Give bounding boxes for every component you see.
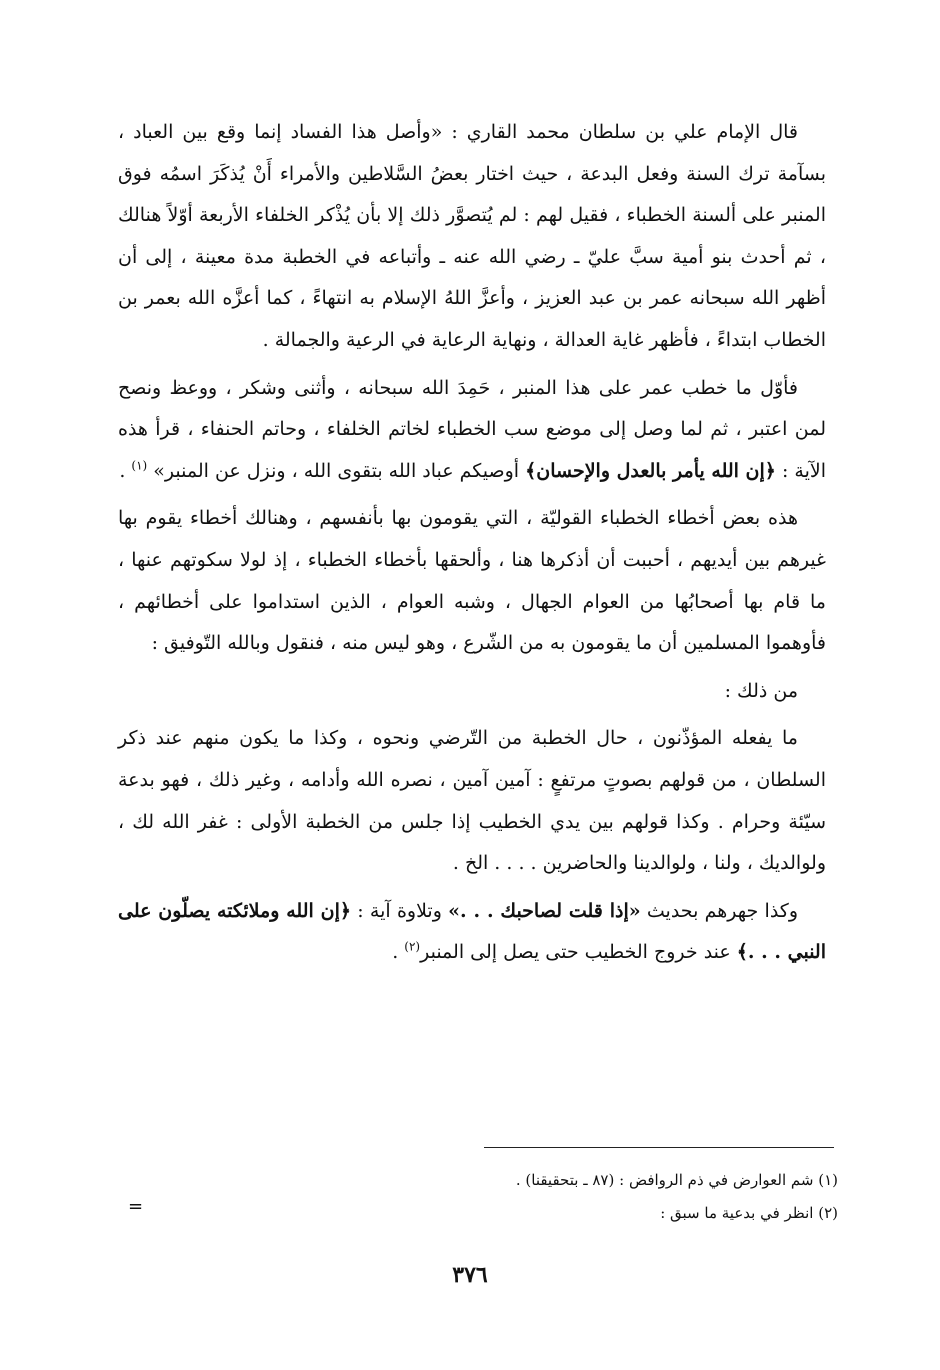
text-run: وكذا جهرهم بحديث <box>640 899 799 922</box>
paragraph-1 <box>118 112 826 362</box>
paragraph-6 <box>118 891 826 974</box>
paragraph-5 <box>118 718 826 884</box>
footnote-ref: (٢) <box>404 939 421 954</box>
quoted-text: «إذا قلت لصاحبك . . .» <box>448 899 641 922</box>
text-run: أوصيكم عباد الله بتقوى الله ، ونزل عن المنبر» <box>147 459 526 482</box>
quoted-text: ﴿إن الله وملائكته يصلّون على النبي . . .﴾ <box>118 899 826 964</box>
page-number: ٣٧٦ <box>452 1262 488 1288</box>
text-run: وتلاوة آية : <box>350 899 449 922</box>
quoted-text: ﴿إن الله يأمر بالعدل والإحسان﴾ <box>525 459 776 482</box>
text-run: قال الإمام علي بن سلطان محمد القاري : «وأصل هذا الفساد إنما وقع بين العباد ، بسآمة ترك السنة وفعل البدعة ، حيث اختار بعضُ السَّلاطين والأمراء أَنْ يُذكَرَ اسمُه فوق المنبر على ألسنة الخطباء ، فقيل لهم : لم يُتصوَّر ذلك إلا بأن يُذْكر الخلفاء الأربعة أوّلاً هنالك ، ثم أحدث بنو أمية سبَّ عليّ ـ رضي الله عنه ـ وأتباعه في الخطبة مدة معينة ، إلى أن أظهر الله سبحانه عمر بن عبد العزيز ، وأعزَّ اللهُ الإسلام به انتهاءً ، كما أعزَّه الله بعمر بن الخطاب ابتداءً ، فأظهر غاية العدالة ، ونهاية الرعاية في الرعية والجمالة . <box>118 121 826 351</box>
text-run: . <box>392 941 405 964</box>
paragraph-4 <box>118 671 826 713</box>
text-run: هذه بعض أخطاء الخطباء القوليّة ، التي يقومون بها بأنفسهم ، وهنالك أخطاء يقوم بها غيرهم بين أيديهم ، أحببت أن أذكرها هنا ، وألحقها بأخطاء الخطباء ، إذ لولا سكوتهم عنها ، ما قام بها أصحابُها من العوام الجهال ، وشبه العوام ، الذين استداموا على أخطائهم ، فأوهموا المسلمين أن ما يقومون به من الشّرع ، وهو ليس منه ، فنقول وبالله التّوفيق : <box>118 507 826 655</box>
footnotes <box>118 1164 838 1230</box>
footnote-separator <box>484 1147 834 1148</box>
paragraph-3 <box>118 498 826 664</box>
text-run: من ذلك : <box>724 679 798 702</box>
continuation-mark: = <box>128 1196 144 1217</box>
footnote-1: (١) شم العوارض في ذم الروافض : (٨٧ ـ بتحقيقنا) . <box>515 1171 838 1189</box>
text-run: ما يفعله المؤذّنون ، حال الخطبة من التّرضي ونحوه ، وكذا ما يكون منهم عند ذكر السلطان ، من قولهم بصوتٍ مرتفعٍ : آمين آمين ، نصره الله وأدامه ، وغير ذلك ، فهو بدعة سيّئة وحرام . وكذا قولهم بين يدي الخطيب إذا جلس من الخطبة الأولى : غفر الله لك ، ولوالديك ، ولنا ، ولوالدينا والحاضرين . . . . الخ . <box>118 727 826 875</box>
text-run: . <box>119 459 132 482</box>
footnote-ref: (١) <box>131 458 148 473</box>
text-run: فأوّل ما خطب عمر على هذا المنبر ، حَمِدَ الله سبحانه ، وأثنى وشكر ، ووعظ ونصح لمن اعتبر ، ثم لما وصل إلى موضع سب الخطباء لخاتم الخلفاء ، وحاتم الحنفاء ، قرأ هذه الآية : <box>118 376 826 482</box>
paragraph-2 <box>118 368 826 493</box>
main-text <box>118 112 826 980</box>
footnote-2: (٢) انظر في بدعية ما سبق : <box>660 1204 838 1222</box>
text-run: عند خروج الخطيب حتى يصل إلى المنبر <box>420 941 737 964</box>
